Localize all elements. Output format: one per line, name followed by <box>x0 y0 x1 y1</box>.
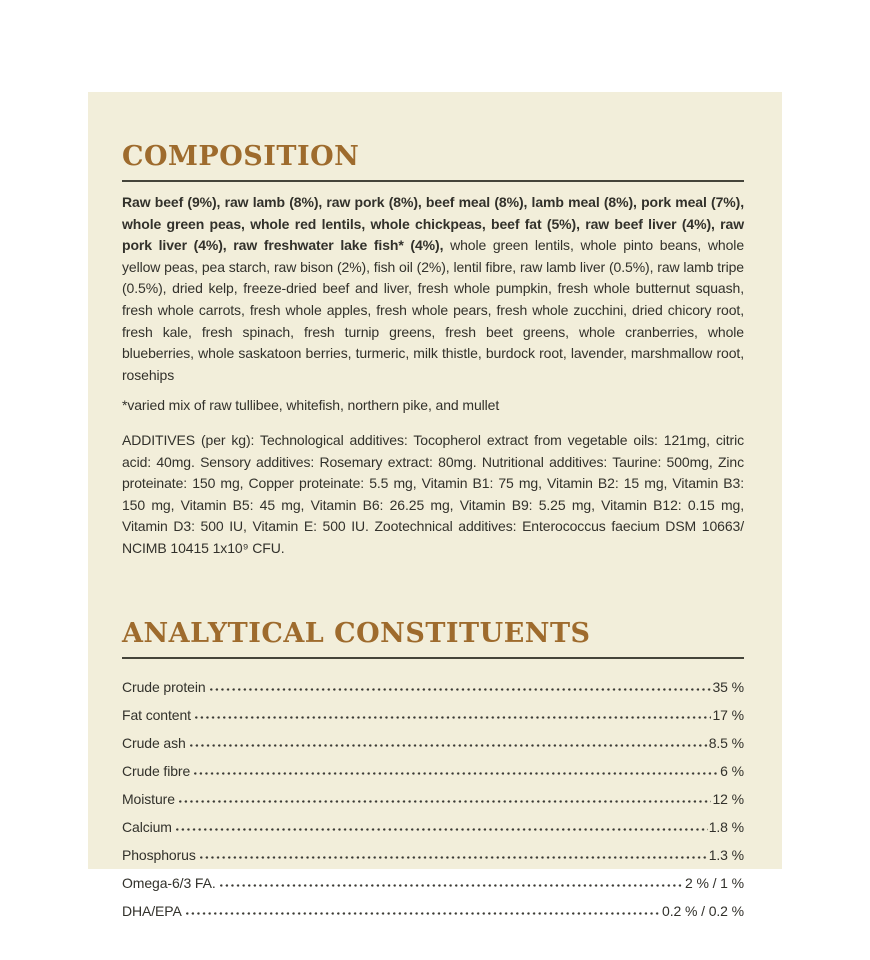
dot-leader <box>186 912 661 915</box>
analytical-rule <box>122 657 744 659</box>
row-label: Crude ash <box>122 734 186 751</box>
table-row <box>122 894 744 922</box>
dot-leader <box>194 772 719 775</box>
row-label: Moisture <box>122 790 175 807</box>
pet-food-label-panel <box>88 92 782 919</box>
dot-leader <box>200 856 708 859</box>
analytical-title: ANALYTICAL CONSTITUENTS <box>122 617 591 649</box>
row-value: 6 % <box>720 762 744 779</box>
dot-leader <box>190 744 708 747</box>
composition-section <box>122 141 744 560</box>
row-value: 1.3 % <box>708 846 744 863</box>
table-row <box>122 838 744 866</box>
table-row <box>122 782 744 810</box>
row-label: Omega-6/3 FA. <box>122 874 216 891</box>
ingredients-paragraph <box>122 192 744 386</box>
row-value: 1.8 % <box>708 818 744 835</box>
table-row <box>122 866 744 894</box>
row-label: Fat content <box>122 706 191 723</box>
dot-leader <box>195 716 712 719</box>
table-row <box>122 754 744 782</box>
table-row <box>122 810 744 838</box>
additives-paragraph: ADDITIVES (per kg): Technological additives: Tocopherol extract from vegetable oils: 121mg, citric acid: 40mg. Sensory additives: Rosemary extract: 80mg. Nutritional additives: Taurine: 500mg, Zinc proteinate: 150 mg, Copper proteinate: 5.5 mg, Vitamin B1: 75 mg, Vitamin B2: 15 mg, Vitamin B3: 150 mg, Vitamin B5: 45 mg, Vitamin B6: 26.25 mg, Vitamin B9: 5.25 mg, Vitamin B12: 0.15 mg, Vitamin D3: 500 IU, Vitamin E: 500 IU. Zootechnical additives: Enterococcus faecium DSM 10663/ NCIMB 10415 1x10⁹ CFU. <box>122 431 744 556</box>
dot-leader <box>210 688 712 691</box>
row-label: Calcium <box>122 818 172 835</box>
dot-leader <box>220 884 684 887</box>
row-value: 12 % <box>712 790 744 807</box>
row-value: 8.5 % <box>708 734 744 751</box>
table-row <box>122 726 744 754</box>
row-label: Crude fibre <box>122 762 191 779</box>
table-row <box>122 698 744 726</box>
fish-footnote: *varied mix of raw tullibee, whitefish, northern pike, and mullet <box>122 397 500 414</box>
composition-title: COMPOSITION <box>122 141 360 172</box>
row-label: DHA/EPA <box>122 902 182 919</box>
row-value: 2 % / 1 % <box>684 874 744 891</box>
dot-leader <box>176 828 708 831</box>
dot-leader <box>179 800 712 803</box>
table-row <box>122 670 744 698</box>
analytical-table <box>122 670 744 922</box>
composition-rule <box>122 180 744 182</box>
row-value: 35 % <box>712 678 744 695</box>
row-value: 0.2 % / 0.2 % <box>662 902 744 919</box>
ingredients-bold-text: Raw beef (9%), raw lamb (8%), raw pork (8%), beef meal (8%), lamb meal (8%), pork meal (7%), whole green peas, whole red lentils, whole chickpeas, beef fat (5%), raw beef liver (4%), raw pork liver (4%), raw freshwater lake fish* (4%), <box>122 194 744 254</box>
row-value: 17 % <box>712 706 744 723</box>
ingredients-regular-text: whole green lentils, whole pinto beans, whole yellow peas, pea starch, raw bison (2%), fish oil (2%), lentil fibre, raw lamb liver (0.5%), raw lamb tripe (0.5%), dried kelp, freeze-dried beef and liver, fresh whole pumpkin, fresh whole butternut squash, fresh whole carrots, fresh whole apples, fresh whole pears, fresh whole zucchini, dried chicory root, fresh kale, fresh spinach, fresh turnip greens, fresh beet greens, whole cranberries, whole blueberries, whole saskatoon berries, turmeric, milk thistle, burdock root, lavender, marshmallow root, rosehips <box>122 237 745 383</box>
row-label: Crude protein <box>122 678 206 695</box>
analytical-section <box>122 618 744 922</box>
row-label: Phosphorus <box>122 846 196 863</box>
